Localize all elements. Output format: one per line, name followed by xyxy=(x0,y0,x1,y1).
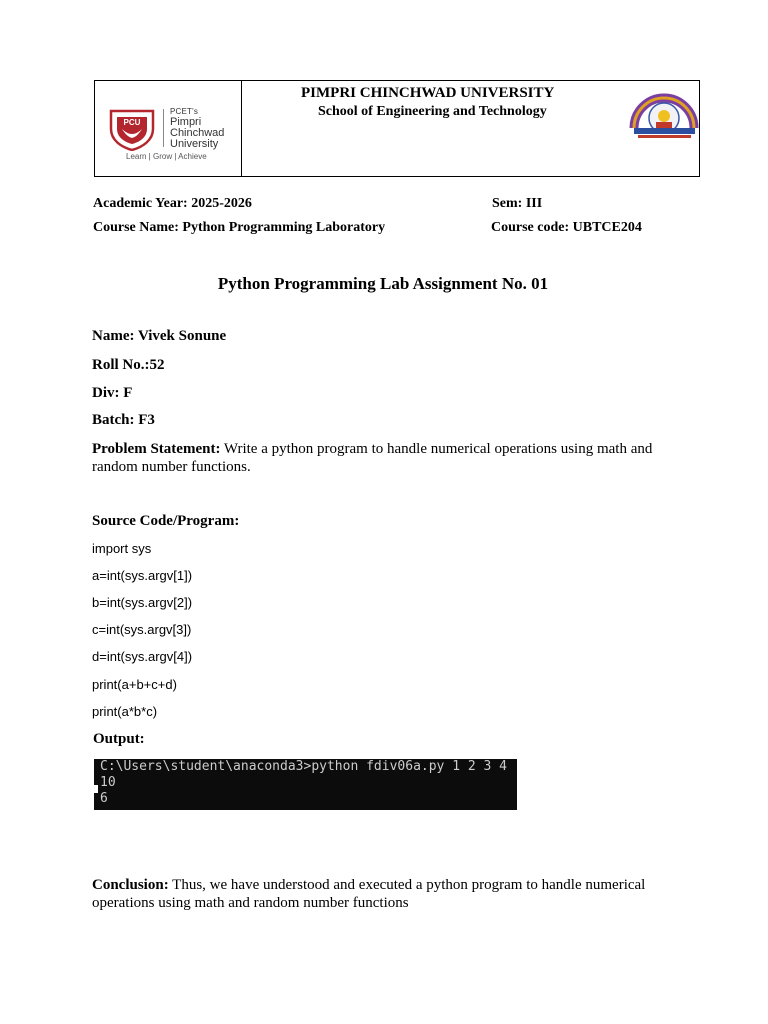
terminal-cursor xyxy=(94,785,98,793)
conclusion xyxy=(92,876,682,912)
code-line: c=int(sys.argv[3]) xyxy=(92,622,192,637)
terminal-line: 6 xyxy=(100,791,108,806)
terminal-line: C:\Users\student\anaconda3>python fdiv06a.py 1 2 3 4 xyxy=(100,759,507,774)
student-name: Name: Vivek Sonune xyxy=(92,328,227,344)
assignment-title-text: Python Programming Lab Assignment No. 01 xyxy=(217,274,549,293)
conclusion-label: Conclusion: xyxy=(92,877,169,893)
logo-text xyxy=(170,107,224,150)
pcu-shield-logo xyxy=(107,107,157,151)
logo-line-2: Pimpri xyxy=(170,116,202,128)
logo-line-3: Chinchwad xyxy=(170,127,225,139)
problem-statement xyxy=(92,440,682,476)
institute-seal-logo xyxy=(628,84,701,140)
code-line: d=int(sys.argv[4]) xyxy=(92,649,193,664)
header-box xyxy=(94,80,700,177)
problem-statement-label: Problem Statement: xyxy=(92,441,221,457)
batch: Batch: F3 xyxy=(92,412,155,428)
course-name: Course Name: Python Programming Laboratory xyxy=(93,220,386,235)
division: Div: F xyxy=(92,385,133,401)
conclusion-text: Thus, we have understood and executed a python program to handle numerical operations using math and random number functions xyxy=(92,877,646,911)
logo-badge-text: PCU xyxy=(123,118,141,127)
assignment-title xyxy=(0,274,768,294)
university-name: PIMPRI CHINCHWAD UNIVERSITY xyxy=(301,85,555,101)
school-name: School of Engineering and Technology xyxy=(318,104,547,119)
semester: Sem: III xyxy=(492,196,543,211)
code-line: print(a+b+c+d) xyxy=(92,677,177,692)
terminal-output-screenshot xyxy=(94,759,517,810)
logo-line-4: University xyxy=(170,138,219,150)
logo-divider xyxy=(163,109,164,147)
terminal-line: 10 xyxy=(100,775,116,790)
code-line: a=int(sys.argv[1]) xyxy=(92,568,193,583)
academic-year: Academic Year: 2025-2026 xyxy=(93,196,252,211)
course-code: Course code: UBTCE204 xyxy=(491,220,642,235)
roll-number: Roll No.:52 xyxy=(92,357,165,373)
code-line: b=int(sys.argv[2]) xyxy=(92,595,193,610)
logo-line-1: PCET's xyxy=(170,107,199,116)
logo-cell xyxy=(95,81,242,176)
source-code-heading: Source Code/Program: xyxy=(92,513,240,529)
code-line: import sys xyxy=(92,541,152,556)
problem-statement-text: Write a python program to handle numerical operations using math and random number functions. xyxy=(92,441,653,475)
code-line: print(a*b*c) xyxy=(92,704,158,719)
logo-tagline: Learn | Grow | Achieve xyxy=(126,152,207,161)
output-heading: Output: xyxy=(93,731,145,747)
